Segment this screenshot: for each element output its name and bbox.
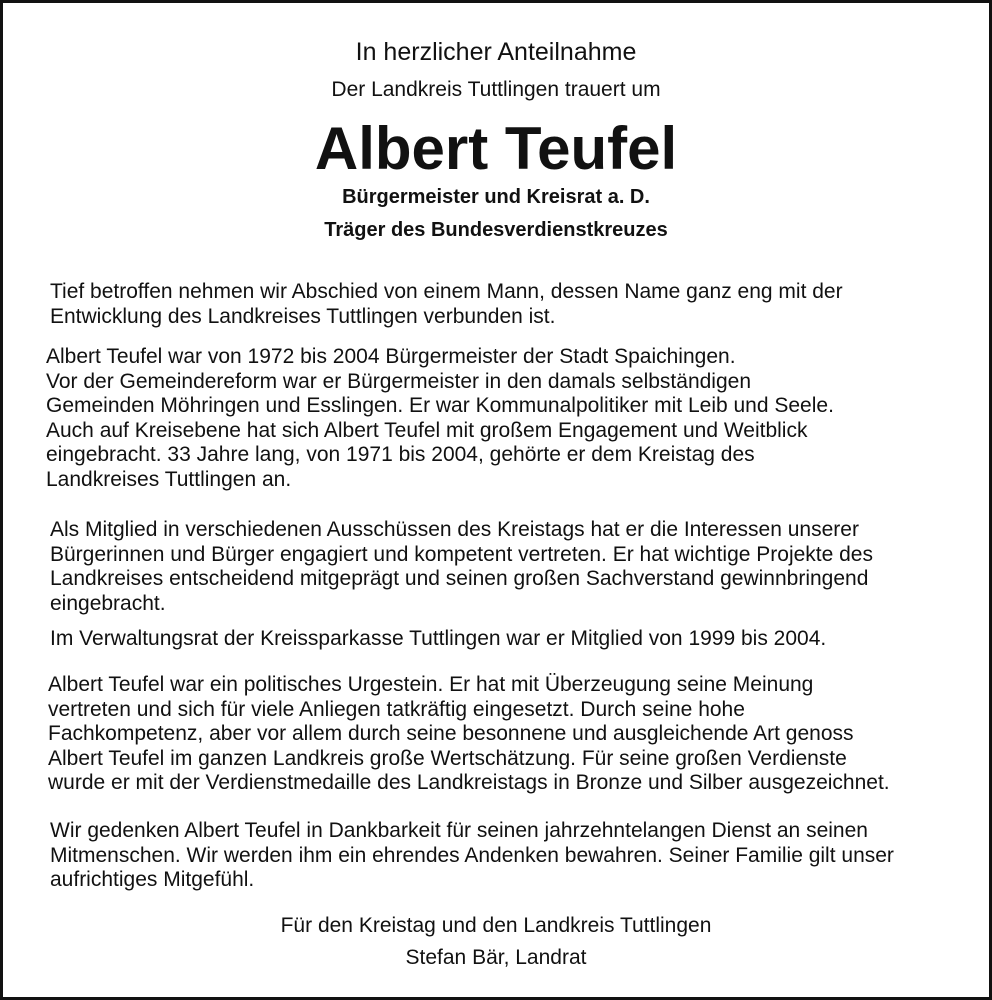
paragraph-line: aufrichtiges Mitgefühl. — [50, 868, 255, 891]
paragraph-line: vertreten und sich für viele Anliegen tatkräftig eingesetzt. Durch seine hohe — [48, 697, 745, 721]
condolence-heading: In herzlicher Anteilnahme — [355, 38, 637, 66]
paragraph-line: Mitmenschen. Wir werden ihm ein ehrendes Andenken bewahren. Seiner Familie gilt unser — [50, 843, 894, 867]
paragraph-line: eingebracht. 33 Jahre lang, von 1971 bis 2004, gehörte er dem Kreistag des — [46, 443, 755, 466]
paragraph-6 — [50, 819, 980, 893]
paragraph-line: eingebracht. — [50, 591, 166, 615]
paragraph-line: Als Mitglied in verschiedenen Ausschüssen des Kreistags hat er die Interessen unserer — [50, 518, 859, 541]
title-line-1: Bürgermeister und Kreisrat a. D. — [342, 186, 650, 208]
paragraph-line: Im Verwaltungsrat der Kreissparkasse Tuttlingen war er Mitglied von 1999 bis 2004. — [50, 627, 827, 650]
paragraph-5 — [48, 673, 978, 796]
paragraph-4 — [50, 627, 980, 652]
paragraph-line: Entwicklung des Landkreises Tuttlingen verbunden ist. — [50, 304, 556, 328]
paragraph-line: Vor der Gemeindereform war er Bürgermeister in den damals selbständigen — [46, 369, 752, 393]
on-behalf-line: Für den Kreistag und den Landkreis Tuttlingen — [280, 914, 712, 937]
signatory: Stefan Bär, Landrat — [405, 946, 587, 969]
paragraph-line: Albert Teufel war ein politisches Urgestein. Er hat mit Überzeugung seine Meinung — [48, 673, 814, 696]
paragraph-line: Landkreises entscheidend mitgeprägt und seinen großen Sachverstand gewinnbringend — [50, 567, 869, 590]
paragraph-line: Landkreises Tuttlingen an. — [46, 467, 292, 491]
paragraph-line: Albert Teufel im ganzen Landkreis große Wertschätzung. Für seine großen Verdienste — [48, 746, 847, 770]
paragraph-2 — [46, 345, 976, 492]
intro-line: Der Landkreis Tuttlingen trauert um — [331, 78, 661, 101]
title-line-2: Träger des Bundesverdienstkreuzes — [324, 219, 668, 241]
paragraph-line: Auch auf Kreisebene hat sich Albert Teufel mit großem Engagement und Weitblick — [46, 418, 808, 442]
paragraph-line: Fachkompetenz, aber vor allem durch seine besonnene und ausgleichende Art genoss — [48, 722, 854, 745]
deceased-name: Albert Teufel — [314, 115, 678, 182]
paragraph-line: Albert Teufel war von 1972 bis 2004 Bürgermeister der Stadt Spaichingen. — [46, 345, 736, 368]
paragraph-line: Tief betroffen nehmen wir Abschied von einem Mann, dessen Name ganz eng mit der — [50, 280, 843, 303]
paragraph-line: Bürgerinnen und Bürger engagiert und kompetent vertreten. Er hat wichtige Projekte des — [50, 542, 873, 566]
paragraph-line: Gemeinden Möhringen und Esslingen. Er war Kommunalpolitiker mit Leib und Seele. — [46, 394, 834, 417]
paragraph-1 — [50, 280, 980, 329]
paragraph-line: Wir gedenken Albert Teufel in Dankbarkeit für seinen jahrzehntelangen Dienst an seinen — [50, 819, 868, 842]
paragraph-3 — [50, 518, 980, 616]
paragraph-line: wurde er mit der Verdienstmedaille des Landkreistags in Bronze und Silber ausgezeichnet. — [48, 771, 890, 794]
